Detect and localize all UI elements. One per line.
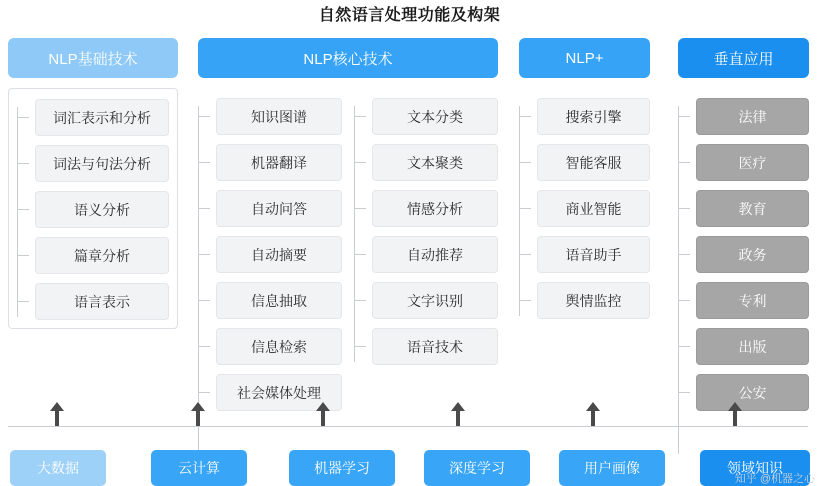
- list-item[interactable]: [198, 98, 342, 135]
- node-label[interactable]: 信息检索: [216, 328, 342, 365]
- column-header-vertical-apps[interactable]: 垂直应用: [678, 38, 809, 78]
- node-label[interactable]: 机器翻译: [216, 144, 342, 181]
- node-label[interactable]: 政务: [696, 236, 809, 273]
- list-item[interactable]: [17, 283, 169, 320]
- node-label[interactable]: 商业智能: [537, 190, 650, 227]
- node-label[interactable]: 信息抽取: [216, 282, 342, 319]
- item-grid-nlp-core: [198, 98, 498, 411]
- list-item[interactable]: [354, 98, 498, 135]
- list-item[interactable]: [678, 144, 809, 181]
- node-label[interactable]: 智能客服: [537, 144, 650, 181]
- item-list-nlp-core-left: [198, 98, 342, 411]
- connector-line-icon: [198, 254, 210, 255]
- connector-line-icon: [354, 208, 366, 209]
- arrow-up-icon: [191, 402, 205, 426]
- node-label[interactable]: 文本分类: [372, 98, 498, 135]
- list-item[interactable]: [354, 190, 498, 227]
- column-header-nlp-core[interactable]: NLP核心技术: [198, 38, 498, 78]
- item-list-nlp-plus: [519, 98, 650, 319]
- connector-line-icon: [198, 300, 210, 301]
- page-title: 自然语言处理功能及构架: [318, 7, 501, 24]
- foundation-box-user-profile[interactable]: 用户画像: [559, 450, 665, 486]
- tree-spine: [519, 106, 520, 316]
- column-nlp-core: [198, 38, 498, 411]
- node-label[interactable]: 医疗: [696, 144, 809, 181]
- list-item[interactable]: [519, 236, 650, 273]
- column-header-nlp-plus[interactable]: NLP+: [519, 38, 650, 78]
- column-nlp-plus: [519, 38, 650, 319]
- node-label[interactable]: 语言表示: [35, 283, 169, 320]
- arrow-up-icon: [586, 402, 600, 426]
- connector-line-icon: [17, 301, 29, 302]
- connector-line-icon: [678, 208, 690, 209]
- connector-line-icon: [198, 116, 210, 117]
- connector-line-icon: [678, 162, 690, 163]
- connector-line-icon: [17, 117, 29, 118]
- connector-line-icon: [198, 162, 210, 163]
- tree-spine-right: [354, 106, 355, 362]
- connector-line-icon: [678, 346, 690, 347]
- node-label[interactable]: 篇章分析: [35, 237, 169, 274]
- node-label[interactable]: 语音助手: [537, 236, 650, 273]
- column-nlp-basic: [8, 38, 178, 329]
- list-item[interactable]: [519, 282, 650, 319]
- node-label[interactable]: 知识图谱: [216, 98, 342, 135]
- watermark: 知乎 @机器之心: [734, 473, 815, 485]
- list-item[interactable]: [678, 328, 809, 365]
- connector-line-icon: [198, 346, 210, 347]
- node-label[interactable]: 情感分析: [372, 190, 498, 227]
- list-item[interactable]: [354, 328, 498, 365]
- node-label[interactable]: 文字识别: [372, 282, 498, 319]
- column-header-nlp-basic[interactable]: NLP基础技术: [8, 38, 178, 78]
- list-item[interactable]: [198, 236, 342, 273]
- node-label[interactable]: 自动推荐: [372, 236, 498, 273]
- connector-line-icon: [354, 116, 366, 117]
- list-item[interactable]: [17, 145, 169, 182]
- connector-line-icon: [198, 208, 210, 209]
- node-label[interactable]: 搜索引擎: [537, 98, 650, 135]
- connector-line-icon: [519, 116, 531, 117]
- connector-line-icon: [198, 392, 210, 393]
- arrow-up-icon: [451, 402, 465, 426]
- list-item[interactable]: [519, 98, 650, 135]
- column-body-nlp-core: [198, 88, 498, 411]
- arrow-up-icon: [728, 402, 742, 426]
- column-vertical-apps: [678, 38, 809, 411]
- connector-line-icon: [354, 346, 366, 347]
- foundation-box-cloud-computing[interactable]: 云计算: [151, 450, 247, 486]
- connector-line-icon: [17, 209, 29, 210]
- list-item[interactable]: [519, 144, 650, 181]
- connector-line-icon: [354, 300, 366, 301]
- list-item[interactable]: [354, 282, 498, 319]
- connector-line-icon: [519, 254, 531, 255]
- list-item[interactable]: [678, 236, 809, 273]
- column-body-nlp-basic: [8, 88, 178, 329]
- list-item[interactable]: [354, 236, 498, 273]
- node-label[interactable]: 语义分析: [35, 191, 169, 228]
- foundation-box-machine-learning[interactable]: 机器学习: [289, 450, 395, 486]
- list-item[interactable]: [519, 190, 650, 227]
- foundation-box-big-data[interactable]: 大数据: [10, 450, 106, 486]
- foundation-box-deep-learning[interactable]: 深度学习: [424, 450, 530, 486]
- node-label[interactable]: 法律: [696, 98, 809, 135]
- connector-line-icon: [17, 255, 29, 256]
- connector-line-icon: [519, 208, 531, 209]
- list-item[interactable]: [17, 99, 169, 136]
- item-list-nlp-core-right: [354, 98, 498, 411]
- node-label[interactable]: 文本聚类: [372, 144, 498, 181]
- list-item[interactable]: [198, 282, 342, 319]
- list-item[interactable]: [17, 237, 169, 274]
- list-item[interactable]: [198, 190, 342, 227]
- connector-line-icon: [678, 254, 690, 255]
- node-label[interactable]: 社会媒体处理: [216, 374, 342, 411]
- column-body-vertical-apps: [678, 88, 809, 411]
- connector-line-icon: [519, 162, 531, 163]
- tree-spine: [678, 106, 679, 454]
- list-item[interactable]: [354, 144, 498, 181]
- node-label[interactable]: 词汇表示和分析: [35, 99, 169, 136]
- item-list-nlp-basic: [17, 99, 169, 320]
- connector-line-icon: [354, 162, 366, 163]
- node-label[interactable]: 词法与句法分析: [35, 145, 169, 182]
- list-item[interactable]: [198, 328, 342, 365]
- item-list-vertical-apps: [678, 98, 809, 411]
- node-label[interactable]: 语音技术: [372, 328, 498, 365]
- list-item[interactable]: [17, 191, 169, 228]
- foundation-baseline: [8, 426, 808, 427]
- node-label[interactable]: 教育: [696, 190, 809, 227]
- column-body-nlp-plus: [519, 88, 650, 319]
- node-label[interactable]: 自动问答: [216, 190, 342, 227]
- tree-spine: [17, 107, 18, 317]
- list-item[interactable]: [198, 144, 342, 181]
- connector-line-icon: [678, 116, 690, 117]
- node-label[interactable]: 舆情监控: [537, 282, 650, 319]
- list-item[interactable]: [678, 374, 809, 411]
- arrow-up-icon: [50, 402, 64, 426]
- list-item[interactable]: [678, 282, 809, 319]
- node-label[interactable]: 专利: [696, 282, 809, 319]
- foundation-box-domain-knowledge[interactable]: 领域知识: [700, 450, 810, 486]
- node-label[interactable]: 公安: [696, 374, 809, 411]
- connector-line-icon: [17, 163, 29, 164]
- connector-line-icon: [519, 300, 531, 301]
- node-label[interactable]: 自动摘要: [216, 236, 342, 273]
- list-item[interactable]: [678, 190, 809, 227]
- connector-line-icon: [354, 254, 366, 255]
- node-label[interactable]: 出版: [696, 328, 809, 365]
- connector-line-icon: [678, 300, 690, 301]
- connector-line-icon: [678, 392, 690, 393]
- list-item[interactable]: [678, 98, 809, 135]
- arrow-up-icon: [316, 402, 330, 426]
